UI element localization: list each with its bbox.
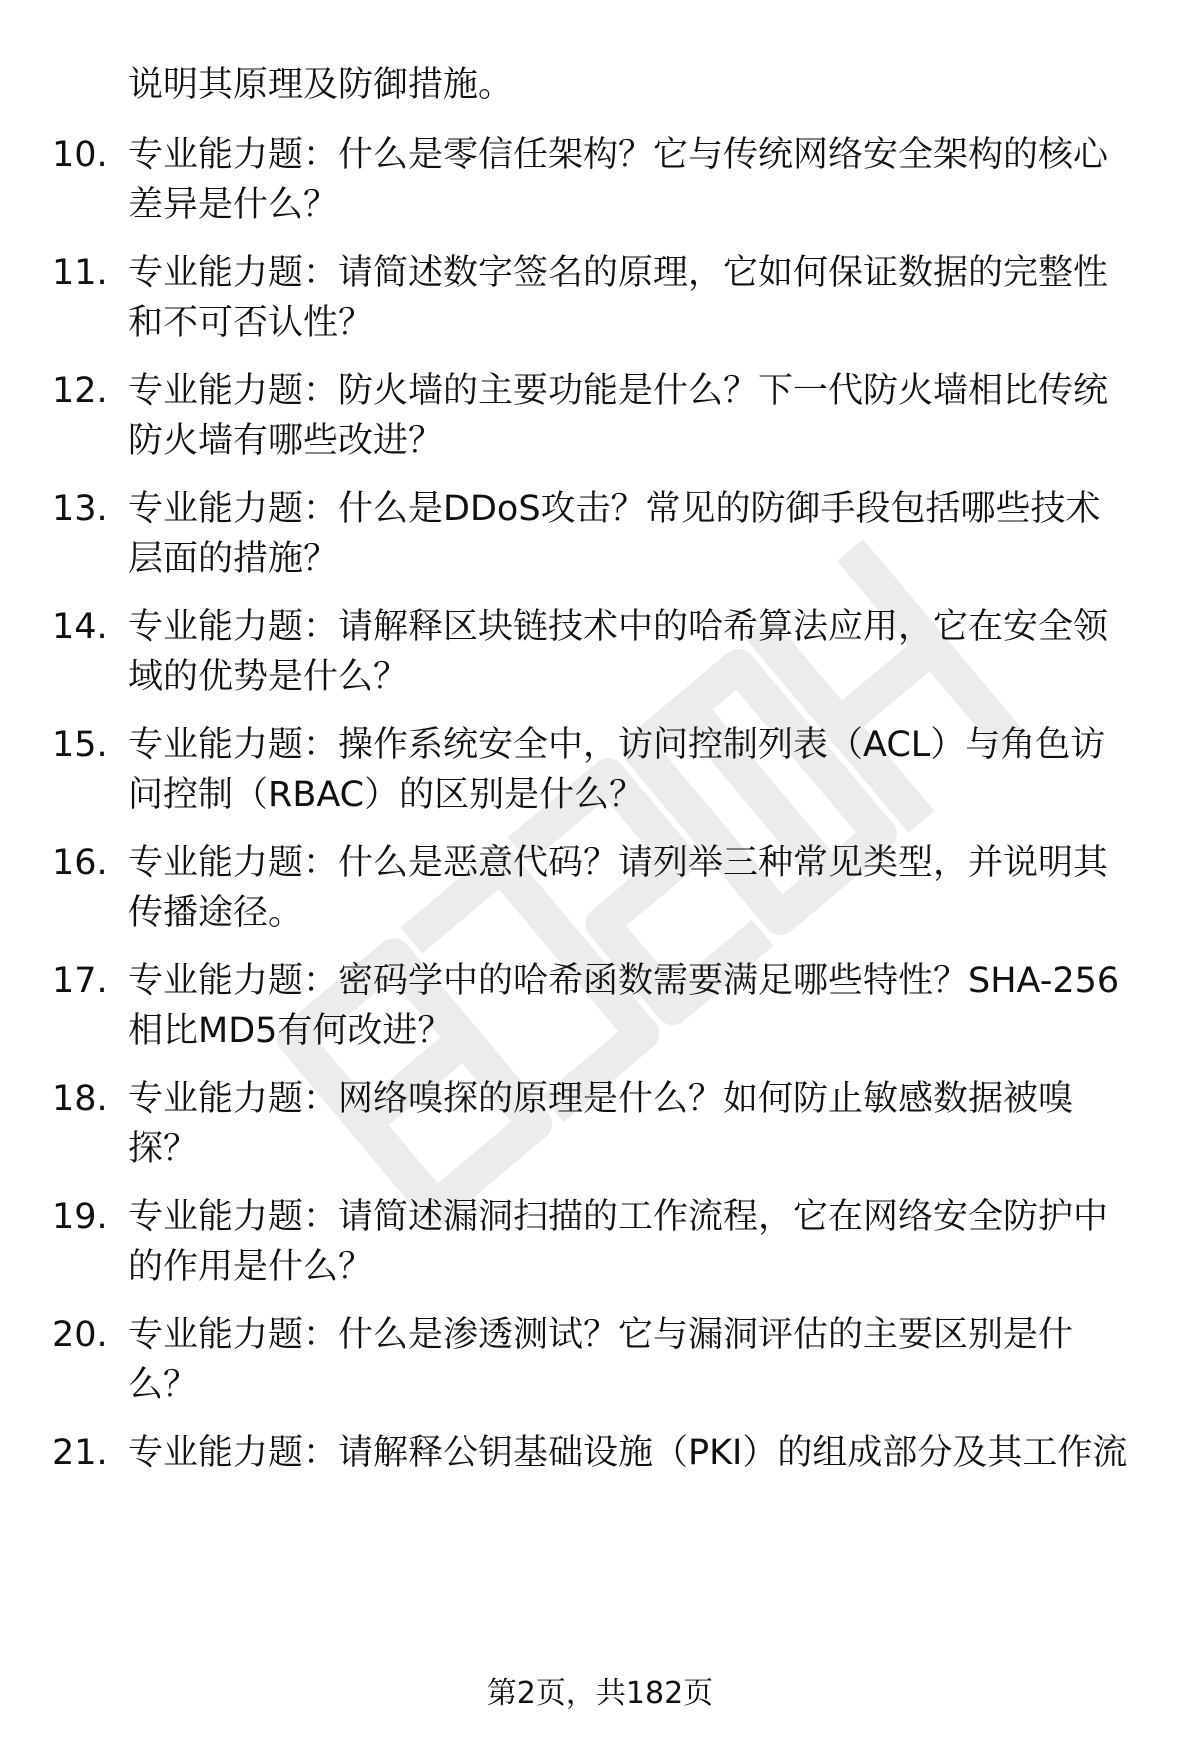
- item-text-line2: 传播途径。: [128, 893, 304, 933]
- item-number: 21.: [52, 1433, 108, 1473]
- list-item: [0, 838, 1200, 948]
- item-text-line1: 专业能力题：操作系统安全中，访问控制列表（ACL）与角色访: [128, 725, 1106, 765]
- item-text-line1: 专业能力题：请解释公钥基础设施（PKI）的组成部分及其工作流: [128, 1433, 1128, 1473]
- item-number: 12.: [52, 371, 108, 411]
- item-number: 15.: [52, 725, 108, 765]
- item-text-line2: 域的优势是什么？: [128, 657, 409, 697]
- item-number: 19.: [52, 1197, 108, 1237]
- item-number: 20.: [52, 1315, 108, 1355]
- item-number: 14.: [52, 607, 108, 647]
- continued-line: 说明其原理及防御措施。: [128, 65, 514, 105]
- list-item: [0, 130, 1200, 240]
- list-item: [0, 1428, 1200, 1538]
- list-item: [0, 720, 1200, 830]
- item-number: 16.: [52, 843, 108, 883]
- list-item: [0, 1310, 1200, 1420]
- item-text-line2: 问控制（RBAC）的区别是什么？: [128, 775, 645, 815]
- item-number: 13.: [52, 489, 108, 529]
- list-item: [0, 956, 1200, 1066]
- list-item: [0, 1074, 1200, 1184]
- item-text-line1: 专业能力题：什么是DDoS攻击？常见的防御手段包括哪些技术: [128, 489, 1101, 529]
- item-text-line1: 专业能力题：请简述漏洞扫描的工作流程，它在网络安全防护中: [128, 1197, 1109, 1237]
- item-text-line2: 么？: [128, 1365, 199, 1405]
- list-item: [0, 1192, 1200, 1302]
- item-number: 17.: [52, 961, 108, 1001]
- page-footer: 第2页，共182页: [486, 1676, 714, 1711]
- item-text-line2: 探？: [128, 1129, 199, 1169]
- item-number: 10.: [52, 135, 108, 175]
- list-item: [0, 602, 1200, 712]
- item-number: 18.: [52, 1079, 108, 1119]
- list-item: [0, 366, 1200, 476]
- item-text-line1: 专业能力题：请简述数字签名的原理，它如何保证数据的完整性: [128, 253, 1109, 293]
- item-text-line2: 层面的措施？: [128, 539, 339, 579]
- item-text-line1: 专业能力题：密码学中的哈希函数需要满足哪些特性？SHA-256: [128, 961, 1120, 1001]
- item-text-line1: 专业能力题：防火墙的主要功能是什么？下一代防火墙相比传统: [128, 371, 1109, 411]
- item-text-line2: 和不可否认性？: [128, 303, 374, 343]
- item-text-line2: 的作用是什么？: [128, 1247, 374, 1287]
- list-item: [0, 248, 1200, 358]
- item-text-line2: 差异是什么？: [128, 185, 339, 225]
- item-text-line1: 专业能力题：什么是恶意代码？请列举三种常见类型，并说明其: [128, 843, 1109, 883]
- item-text-line2: 防火墙有哪些改进？: [128, 421, 444, 461]
- item-text-line2: 相比MD5有何改进？: [128, 1011, 453, 1051]
- item-text-line1: 专业能力题：什么是零信任架构？它与传统网络安全架构的核心: [128, 135, 1109, 175]
- item-text-line1: 专业能力题：网络嗅探的原理是什么？如何防止敏感数据被嗅: [128, 1079, 1074, 1119]
- item-text-line1: 专业能力题：请解释区块链技术中的哈希算法应用，它在安全领: [128, 607, 1109, 647]
- list-item: [0, 484, 1200, 594]
- item-text-line1: 专业能力题：什么是渗透测试？它与漏洞评估的主要区别是什: [128, 1315, 1074, 1355]
- item-number: 11.: [52, 253, 108, 293]
